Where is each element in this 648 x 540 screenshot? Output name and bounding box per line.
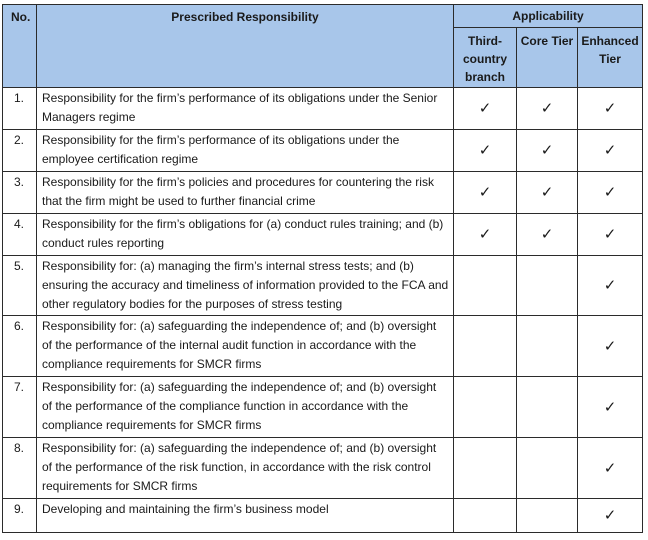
check-icon: ✓ [454,130,517,172]
table-row [3,214,643,256]
row-number: 2. [3,130,37,172]
check-icon [454,499,517,533]
header-tier-core: Core Tier [517,28,578,88]
row-number: 8. [3,438,37,499]
check-icon [517,499,578,533]
responsibilities-table [2,4,643,533]
row-responsibility: Responsibility for: (a) safeguarding the independence of; and (b) oversight of the performance of the internal audit function in accordance with the compliance requirements for SMCR firms [37,316,454,377]
table-row [3,172,643,214]
row-number: 5. [3,256,37,316]
table-row [3,130,643,172]
row-number: 1. [3,88,37,130]
header-applicability: Applicability [454,5,643,28]
row-responsibility: Responsibility for the firm’s performance of its obligations under the employee certification regime [37,130,454,172]
check-icon: ✓ [454,88,517,130]
table-row [3,377,643,438]
check-icon: ✓ [517,130,578,172]
check-icon [517,438,578,499]
check-icon: ✓ [578,256,643,316]
row-number: 7. [3,377,37,438]
header-responsibility: Prescribed Responsibility [37,5,454,88]
row-number: 4. [3,214,37,256]
check-icon [454,316,517,377]
header-no: No. [3,5,37,88]
row-number: 6. [3,316,37,377]
check-icon [517,256,578,316]
check-icon: ✓ [517,172,578,214]
check-icon: ✓ [454,172,517,214]
check-icon [517,377,578,438]
row-responsibility: Responsibility for: (a) safeguarding the independence of; and (b) oversight of the performance of the compliance function in accordance with the compliance requirements for SMCR firms [37,377,454,438]
table-row [3,499,643,533]
table-row [3,438,643,499]
header-tier-enhanced: Enhanced Tier [578,28,643,88]
check-icon: ✓ [578,88,643,130]
row-responsibility: Responsibility for the firm’s performance of its obligations under the Senior Managers regime [37,88,454,130]
row-responsibility: Responsibility for: (a) safeguarding the independence of; and (b) oversight of the performance of the risk function, in accordance with the risk control requirements for SMCR firms [37,438,454,499]
check-icon [454,438,517,499]
table-row [3,88,643,130]
row-responsibility: Responsibility for: (a) managing the firm’s internal stress tests; and (b) ensuring the accuracy and timeliness of information provided to the FCA and other regulatory bodies for the purposes of stress testing [37,256,454,316]
check-icon [454,377,517,438]
table-row [3,316,643,377]
check-icon [517,316,578,377]
row-responsibility: Developing and maintaining the firm’s business model [37,499,454,533]
check-icon: ✓ [578,316,643,377]
check-icon: ✓ [578,499,643,533]
check-icon: ✓ [578,130,643,172]
table-body [3,88,643,533]
table-header [3,5,643,88]
row-number: 9. [3,499,37,533]
check-icon: ✓ [517,88,578,130]
row-responsibility: Responsibility for the firm’s obligations for (a) conduct rules training; and (b) conduct rules reporting [37,214,454,256]
check-icon: ✓ [578,172,643,214]
check-icon: ✓ [578,214,643,256]
row-responsibility: Responsibility for the firm’s policies and procedures for countering the risk that the firm might be used to further financial crime [37,172,454,214]
row-number: 3. [3,172,37,214]
check-icon: ✓ [517,214,578,256]
table-row [3,256,643,316]
header-tier-third-country: Third-country branch [454,28,517,88]
check-icon: ✓ [578,438,643,499]
check-icon: ✓ [454,214,517,256]
check-icon: ✓ [578,377,643,438]
check-icon [454,256,517,316]
